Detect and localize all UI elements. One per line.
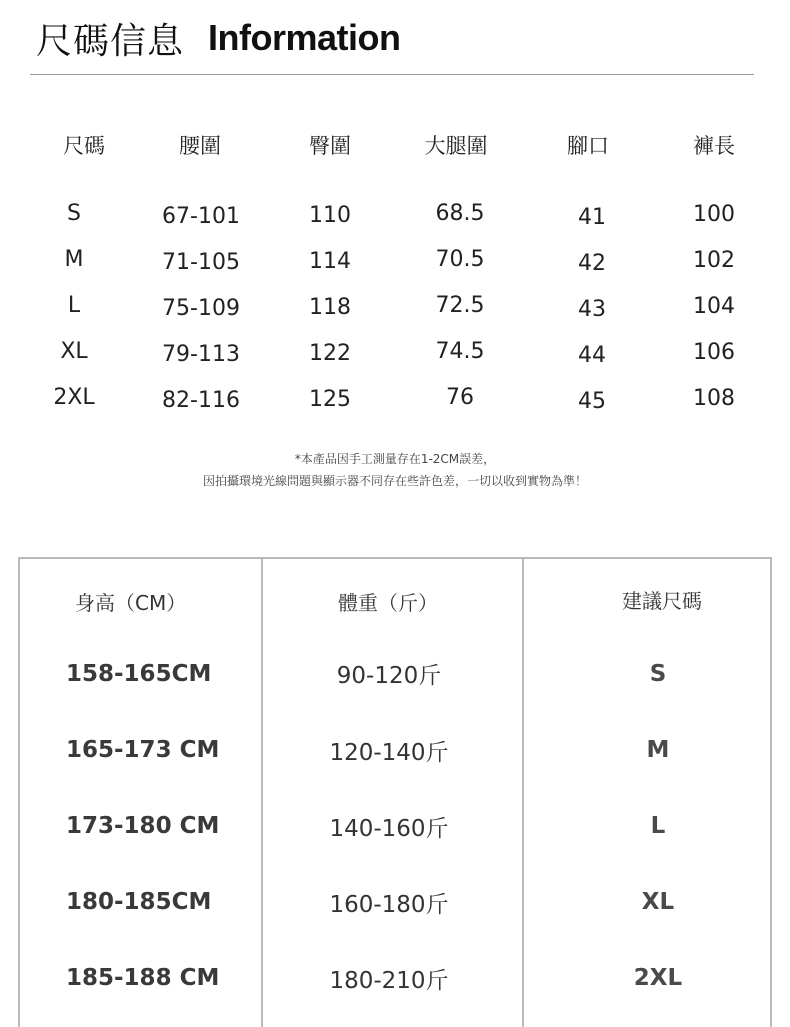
size-cell: M (646, 737, 670, 763)
table-cell: 71-105 (162, 250, 240, 275)
table-cell: 70.5 (435, 247, 485, 272)
table-cell: 110 (309, 203, 351, 228)
height-cell: 185-188 CM (66, 965, 220, 991)
table-cell: 79-113 (162, 342, 240, 367)
table-cell: 104 (693, 294, 735, 319)
table-cell: 118 (309, 295, 351, 320)
table-cell: 68.5 (435, 201, 485, 226)
table-cell: 41 (578, 205, 606, 230)
table-cell: 114 (309, 249, 351, 274)
header-size: 尺碼 (63, 134, 105, 158)
title-divider (30, 74, 754, 75)
measurement-note: *本產品因手工測量存在1-2CM誤差， (294, 452, 496, 466)
table-cell: 72.5 (435, 293, 485, 318)
weight-cell: 140-160斤 (329, 816, 449, 842)
header-waist: 腰圍 (179, 134, 221, 158)
column-divider (261, 559, 263, 1027)
title-chinese: 尺碼信息 (36, 20, 185, 62)
table-cell: 67-101 (162, 204, 240, 229)
column-divider (522, 559, 524, 1027)
color-note: 因拍攝環境光線問題與顯示器不同存在些許色差，一切以收到實物為準！ (202, 474, 587, 488)
table-cell: 106 (693, 340, 735, 365)
table-cell: XL (60, 339, 88, 364)
table-cell: 74.5 (435, 339, 485, 364)
table-cell: 82-116 (162, 388, 240, 413)
table-cell: 42 (578, 251, 606, 276)
header-leg-opening: 腳口 (567, 134, 609, 158)
header-weight: 體重（斤） (338, 591, 438, 615)
height-cell: 173-180 CM (66, 813, 220, 839)
table-cell: 108 (693, 386, 735, 411)
header-recommended-size: 建議尺碼 (622, 589, 702, 613)
table-cell: 43 (578, 297, 606, 322)
page-title (36, 10, 401, 66)
table-cell: 75-109 (162, 296, 240, 321)
table-cell: S (67, 201, 81, 226)
table-cell: M (64, 247, 84, 272)
header-length: 褲長 (693, 134, 735, 158)
size-cell: L (650, 813, 666, 839)
height-cell: 180-185CM (66, 889, 212, 915)
weight-cell: 160-180斤 (329, 892, 449, 918)
table-cell: 102 (693, 248, 735, 273)
header-hip: 臀圍 (309, 134, 351, 158)
table-cell: 44 (578, 343, 606, 368)
table-cell: 76 (446, 385, 474, 410)
size-cell: 2XL (633, 965, 683, 991)
weight-cell: 180-210斤 (329, 968, 449, 994)
weight-cell: 90-120斤 (336, 663, 442, 689)
header-height: 身高（CM） (75, 591, 187, 615)
recommend-table (18, 557, 772, 1027)
size-cell: S (649, 661, 667, 687)
table-cell: 100 (693, 202, 735, 227)
table-cell: 122 (309, 341, 351, 366)
table-cell: 2XL (53, 385, 95, 410)
table-cell: L (67, 293, 81, 318)
weight-cell: 120-140斤 (329, 740, 449, 766)
size-cell: XL (641, 889, 675, 915)
height-cell: 158-165CM (66, 661, 212, 687)
header-thigh: 大腿圍 (424, 134, 488, 158)
table-cell: 125 (309, 387, 351, 412)
height-cell: 165-173 CM (66, 737, 220, 763)
table-cell: 45 (578, 389, 606, 414)
title-english: Information (208, 17, 401, 58)
